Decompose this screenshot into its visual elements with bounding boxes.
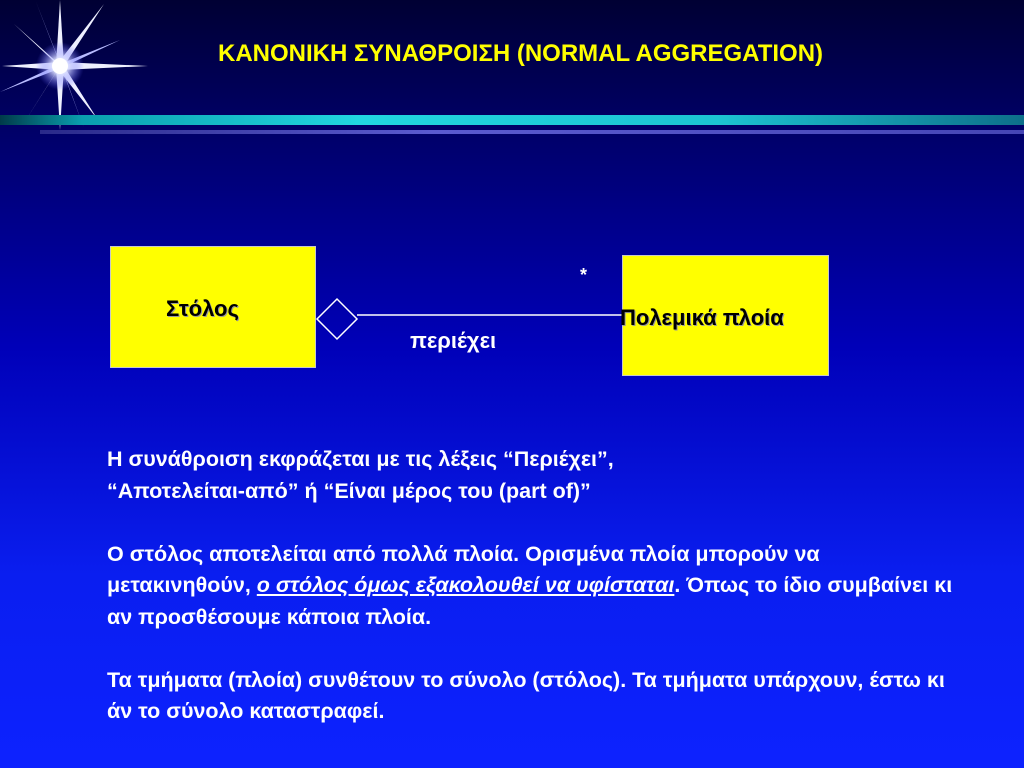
part-class-name: Πολεμικά πλοία (620, 305, 784, 330)
paragraph-parts: Τα τμήματα (πλοία) συνθέτουν το σύνολο (στόλος). Τα τμήματα υπάρχουν, έστω κι άν το σύνολο καταστραφεί. (107, 667, 945, 723)
example-emphasis: ο στόλος όμως εξακολουθεί να υφίσταται (256, 573, 675, 597)
example-text-start: Ο στόλος αποτελείται από πολλά πλοία. Ορισμένα πλοία μπορούν να μετακινηθούν, (107, 541, 820, 597)
example-text-end: . Όπως το ίδιο συμβαίνει κι αν προσθέσουμε κάποια πλοία. (107, 573, 953, 629)
association-label: περιέχει (410, 328, 497, 353)
slide-body (107, 444, 967, 759)
part-multiplicity: * (580, 265, 588, 285)
definition-line-1: Η συνάθροιση εκφράζεται με τις λέξεις “Περιέχει”, (107, 447, 614, 471)
definition-line-2: “Αποτελείται-από” ή “Είναι μέρος του (part of)” (107, 478, 591, 503)
paragraph-example (107, 539, 967, 634)
page-title: ΚΑΝΟΝΙΚΗ ΣΥΝΑΘΡΟΙΣΗ (NORMAL AGGREGATION) (218, 40, 824, 67)
aggregation-diamond (317, 299, 357, 339)
paragraph-definition (107, 444, 967, 507)
whole-class-name: Στόλος (166, 296, 239, 321)
